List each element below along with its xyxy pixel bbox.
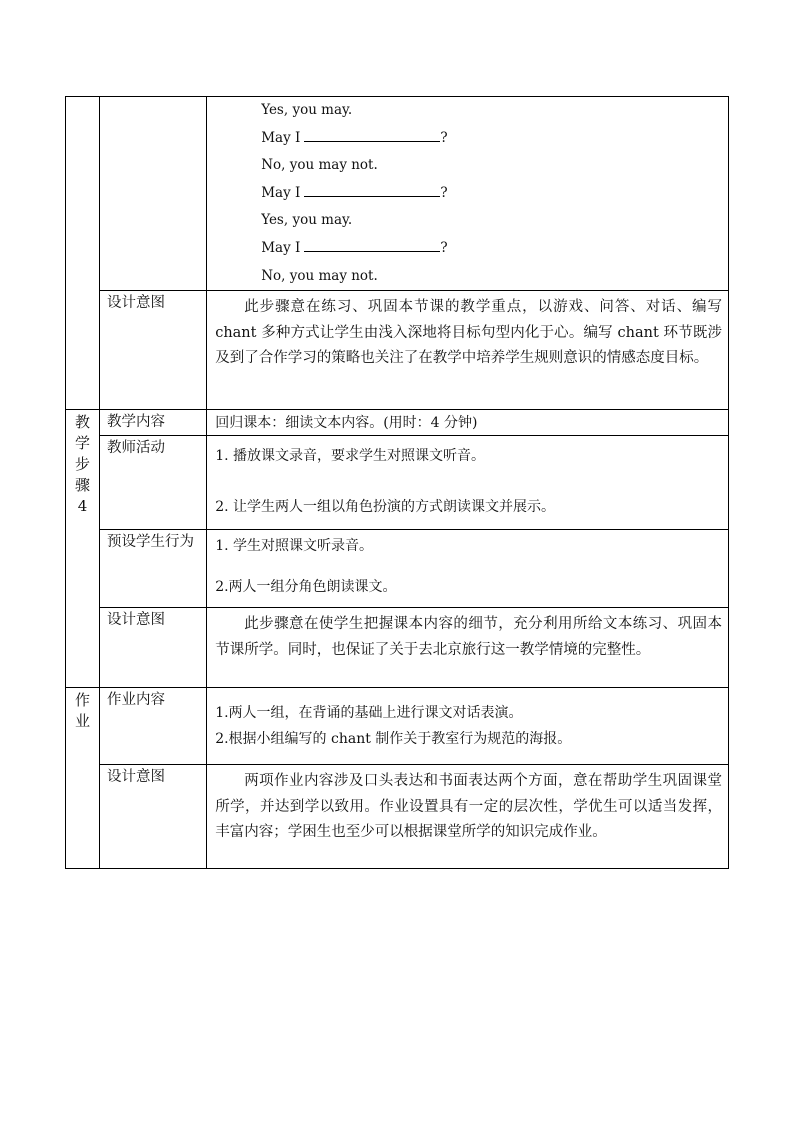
dialogue-text: Yes, you may. [261,102,353,118]
homework-content-cell [207,688,729,765]
fill-in-blank [304,127,440,142]
dialogue-line [261,235,728,263]
dialogue-row [66,97,729,291]
dialogue-cell [207,97,729,291]
dialogue-text: No, you may not. [261,157,378,174]
dialogue-text: May I [261,239,301,256]
dialogue-line [261,180,728,208]
step3-design-label: 设计意图 [100,291,207,410]
homework-design-row [66,765,729,869]
step4-design-row [66,608,729,688]
lesson-plan-table [65,96,729,869]
homework-content-row [66,688,729,765]
dialogue-line [261,125,728,153]
dialogue-text: May I [261,184,301,201]
section-label-homework: 作 业 [66,688,100,869]
homework-content-label: 作业内容 [100,688,207,765]
homework-design-label: 设计意图 [100,765,207,869]
fill-in-blank [304,237,440,252]
step3-design-row [66,291,729,410]
student-behavior-1: 1. 学生对照课文听录音。 [215,538,374,555]
dialogue-text: May I [261,129,301,146]
dialogue-line [261,97,728,125]
step4-teacher-row [66,436,729,530]
step3-design-text: 此步骤意在练习、巩固本节课的教学重点，以游戏、问答、对话、编写 chant 多种方式让学生由浅入深地将目标句型内化于心。编写 chant 环节既涉及到了合作学习的策略也关注了在教学中培养学生规则意识的情感态度目标。 [207,291,729,410]
teacher-activity-1: 1. 播放课文录音，要求学生对照课文听音。 [215,448,486,465]
step4-teacher-cell [207,436,729,530]
homework-design-text: 两项作业内容涉及口头表达和书面表达两个方面，意在帮助学生巩固课堂所学，并达到学以致用。作业设置具有一定的层次性，学优生可以适当发挥，丰富内容；学困生也至少可以根据课堂所学的知识完成作业。 [207,765,729,869]
student-behavior-2: 2.两人一组分角色朗读课文。 [215,579,397,596]
step4-student-label: 预设学生行为 [100,530,207,608]
question-mark: ? [440,239,448,256]
fill-in-blank [304,182,440,197]
dialogue-line [261,263,728,291]
dialogue-line [261,152,728,180]
dialogue-lines [261,97,728,290]
homework-item-1: 1.两人一组，在背诵的基础上进行课文对话表演。 [215,705,523,722]
dialogue-text: Yes, you may. [261,212,353,229]
step4-teacher-label: 教师活动 [100,436,207,530]
step4-design-text: 此步骤意在使学生把握课本内容的细节，充分利用所给文本练习、巩固本节课所学。同时，也保证了关于去北京旅行这一教学情境的完整性。 [207,608,729,688]
step4-content-text: 回归课本：细读文本内容。(用时：4 分钟) [207,410,729,436]
homework-item-2: 2.根据小组编写的 chant 制作关于教室行为规范的海报。 [215,731,572,748]
step4-student-cell [207,530,729,608]
step4-content-label: 教学内容 [100,410,207,436]
teacher-activity-2: 2. 让学生两人一组以角色扮演的方式朗读课文并展示。 [215,499,556,516]
section-label-step4: 教 学 步 骤 4 [66,410,100,688]
step4-content-row [66,410,729,436]
dialogue-label-cell [100,97,207,291]
step4-student-row [66,530,729,608]
dialogue-line [261,207,728,235]
step4-design-label: 设计意图 [100,608,207,688]
question-mark: ? [440,129,448,146]
dialogue-text: No, you may not. [261,267,378,284]
question-mark: ? [440,184,448,201]
section-cell-step3 [66,97,100,410]
